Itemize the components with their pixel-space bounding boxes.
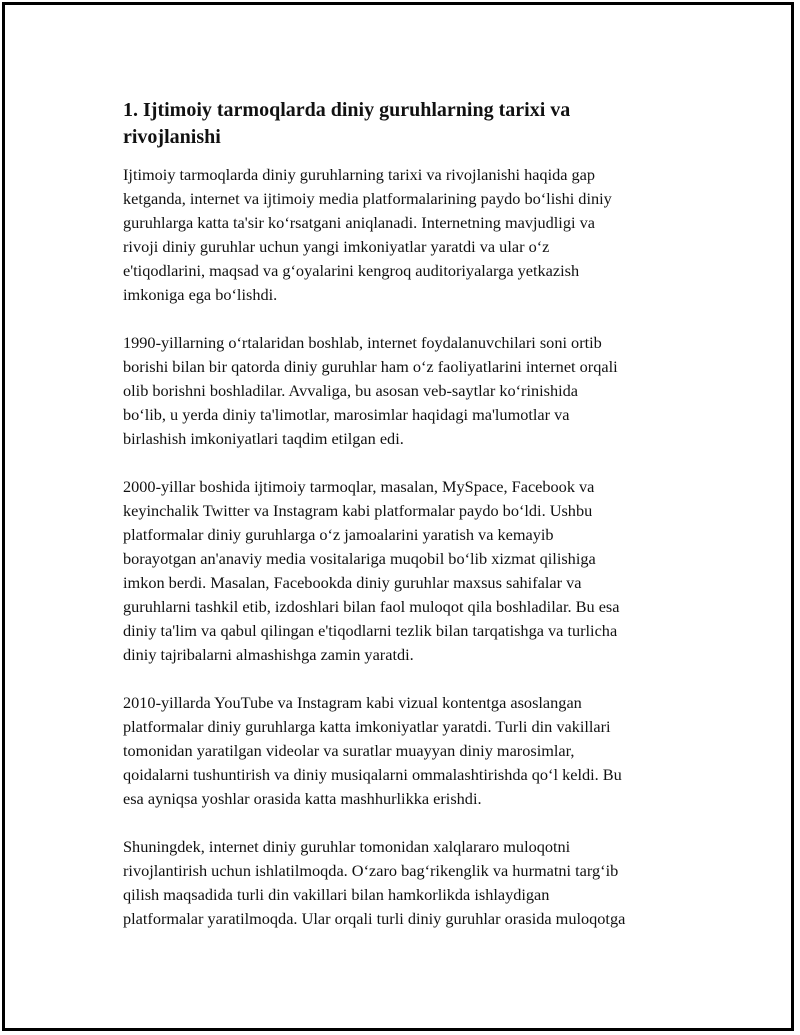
text-line: bo‘lib, u yerda diniy ta'limotlar, marosimlar haqidagi ma'lumotlar va	[123, 405, 570, 424]
text-line: ketganda, internet va ijtimoiy media platformalarining paydo bo‘lishi diniy	[123, 189, 612, 208]
heading-line: rivojlanishi	[123, 126, 221, 148]
text-line: Ijtimoiy tarmoqlarda diniy guruhlarning tarixi va rivojlanishi haqida gap	[123, 165, 596, 184]
text-line: esa ayniqsa yoshlar orasida katta mashhurlikka erishdi.	[123, 789, 482, 808]
paragraph-5	[123, 835, 693, 931]
text-line: 2000-yillar boshida ijtimoiy tarmoqlar, masalan, MySpace, Facebook va	[123, 477, 595, 496]
text-line: guruhlarga katta ta'sir ko‘rsatgani aniqlanadi. Internetning mavjudligi va	[123, 213, 595, 232]
paragraph-3	[123, 475, 693, 667]
text-line: qilish maqsadida turli din vakillari bilan hamkorlikda ishlaydigan	[123, 885, 550, 904]
section-heading	[123, 97, 693, 151]
text-line: birlashish imkoniyatlari taqdim etilgan edi.	[123, 429, 404, 448]
text-line: Shuningdek, internet diniy guruhlar tomonidan xalqlararo muloqotni	[123, 837, 571, 856]
text-line: platformalar diniy guruhlarga katta imkoniyatlar yaratdi. Turli din vakillari	[123, 717, 611, 736]
text-line: imkon berdi. Masalan, Facebookda diniy guruhlar maxsus sahifalar va	[123, 573, 582, 592]
heading-line: 1. Ijtimoiy tarmoqlarda diniy guruhlarning tarixi va	[123, 99, 571, 121]
document-page	[2, 2, 794, 1031]
text-line: guruhlarni tashkil etib, izdoshlari bilan faol muloqot qila boshladilar. Bu esa	[123, 597, 620, 616]
text-line: borishi bilan bir qatorda diniy guruhlar ham o‘z faoliyatlarini internet orqali	[123, 357, 618, 376]
paragraph-1	[123, 163, 693, 307]
text-line: diniy ta'lim va qabul qilingan e'tiqodlarni tezlik bilan tarqatishga va turlicha	[123, 621, 618, 640]
text-line: imkoniga ega bo‘lishdi.	[123, 285, 278, 304]
document-content	[123, 97, 693, 955]
text-line: olib borishni boshladilar. Avvaliga, bu asosan veb-saytlar ko‘rinishida	[123, 381, 579, 400]
paragraph-4	[123, 691, 693, 811]
text-line: rivoji diniy guruhlar uchun yangi imkoniyatlar yaratdi va ular o‘z	[123, 237, 550, 256]
text-line: 2010-yillarda YouTube va Instagram kabi vizual kontentga asoslangan	[123, 693, 582, 712]
text-line: 1990-yillarning o‘rtalaridan boshlab, internet foydalanuvchilari soni ortib	[123, 333, 602, 352]
text-line: platformalar yaratilmoqda. Ular orqali turli diniy guruhlar orasida muloqotga	[123, 909, 626, 928]
text-line: borayotgan an'anaviy media vositalariga muqobil bo‘lib xizmat qilishiga	[123, 549, 596, 568]
text-line: diniy tajribalarni almashishga zamin yaratdi.	[123, 645, 414, 664]
text-line: platformalar diniy guruhlarga o‘z jamoalarini yaratish va kemayib	[123, 525, 554, 544]
text-line: e'tiqodlarini, maqsad va g‘oyalarini kengroq auditoriyalarga yetkazish	[123, 261, 580, 280]
text-line: keyinchalik Twitter va Instagram kabi platformalar paydo bo‘ldi. Ushbu	[123, 501, 593, 520]
text-line: tomonidan yaratilgan videolar va suratlar muayyan diniy marosimlar,	[123, 741, 575, 760]
text-line: qoidalarni tushuntirish va diniy musiqalarni ommalashtirishda qo‘l keldi. Bu	[123, 765, 622, 784]
text-line: rivojlantirish uchun ishlatilmoqda. O‘zaro bag‘rikenglik va hurmatni targ‘ib	[123, 861, 619, 880]
paragraph-2	[123, 331, 693, 451]
